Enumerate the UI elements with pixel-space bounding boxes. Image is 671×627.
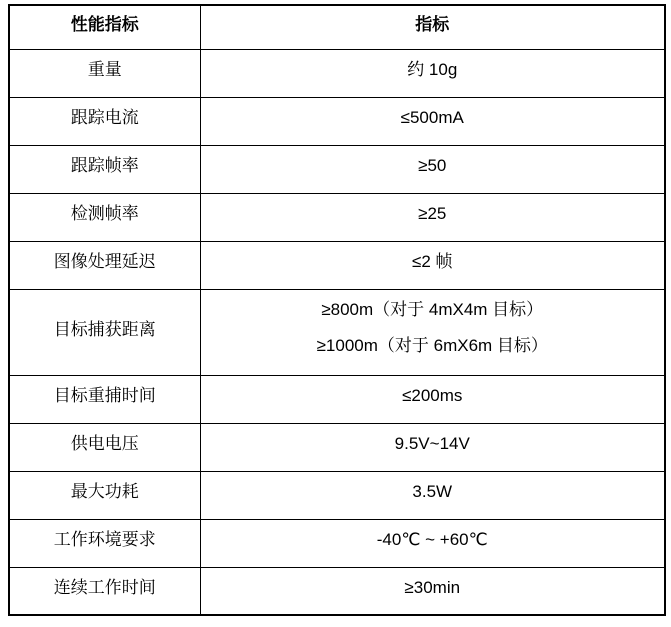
spec-value bbox=[200, 289, 665, 375]
spec-label: 目标重捕时间 bbox=[9, 375, 200, 423]
table-row-detection-frame-rate bbox=[9, 193, 665, 241]
spec-value-line-2: ≥1000m（对于 6mX6m 目标） bbox=[316, 335, 548, 355]
spec-value: ≤2 帧 bbox=[200, 241, 665, 289]
table-row-operating-environment bbox=[9, 519, 665, 567]
column-header-performance-indicator: 性能指标 bbox=[9, 5, 200, 49]
table-row-max-power-consumption bbox=[9, 471, 665, 519]
spec-label: 目标捕获距离 bbox=[9, 289, 200, 375]
spec-value: 约 10g bbox=[200, 49, 665, 97]
table-row-target-acquisition-distance bbox=[9, 289, 665, 375]
table-row-image-processing-delay bbox=[9, 241, 665, 289]
spec-value: ≥25 bbox=[200, 193, 665, 241]
spec-label: 图像处理延迟 bbox=[9, 241, 200, 289]
spec-label: 供电电压 bbox=[9, 423, 200, 471]
spec-value: 3.5W bbox=[200, 471, 665, 519]
spec-value: 9.5V~14V bbox=[200, 423, 665, 471]
column-header-spec-value: 指标 bbox=[200, 5, 665, 49]
spec-value: -40℃ ~ +60℃ bbox=[200, 519, 665, 567]
spec-label: 工作环境要求 bbox=[9, 519, 200, 567]
spec-value: ≥30min bbox=[200, 567, 665, 615]
spec-label: 检测帧率 bbox=[9, 193, 200, 241]
spec-value: ≥50 bbox=[200, 145, 665, 193]
spec-label: 跟踪电流 bbox=[9, 97, 200, 145]
header-row bbox=[9, 5, 665, 49]
table-row-tracking-frame-rate bbox=[9, 145, 665, 193]
spec-value-line-1: ≥800m（对于 4mX4m 目标） bbox=[321, 299, 544, 319]
table-row-weight bbox=[9, 49, 665, 97]
table-row-target-reacquisition-time bbox=[9, 375, 665, 423]
spec-label: 最大功耗 bbox=[9, 471, 200, 519]
spec-label: 连续工作时间 bbox=[9, 567, 200, 615]
table-row-continuous-working-time bbox=[9, 567, 665, 615]
performance-spec-table bbox=[8, 4, 666, 616]
table-row-tracking-current bbox=[9, 97, 665, 145]
table-row-supply-voltage bbox=[9, 423, 665, 471]
spec-value: ≤500mA bbox=[200, 97, 665, 145]
spec-value: ≤200ms bbox=[200, 375, 665, 423]
spec-label: 跟踪帧率 bbox=[9, 145, 200, 193]
spec-label: 重量 bbox=[9, 49, 200, 97]
